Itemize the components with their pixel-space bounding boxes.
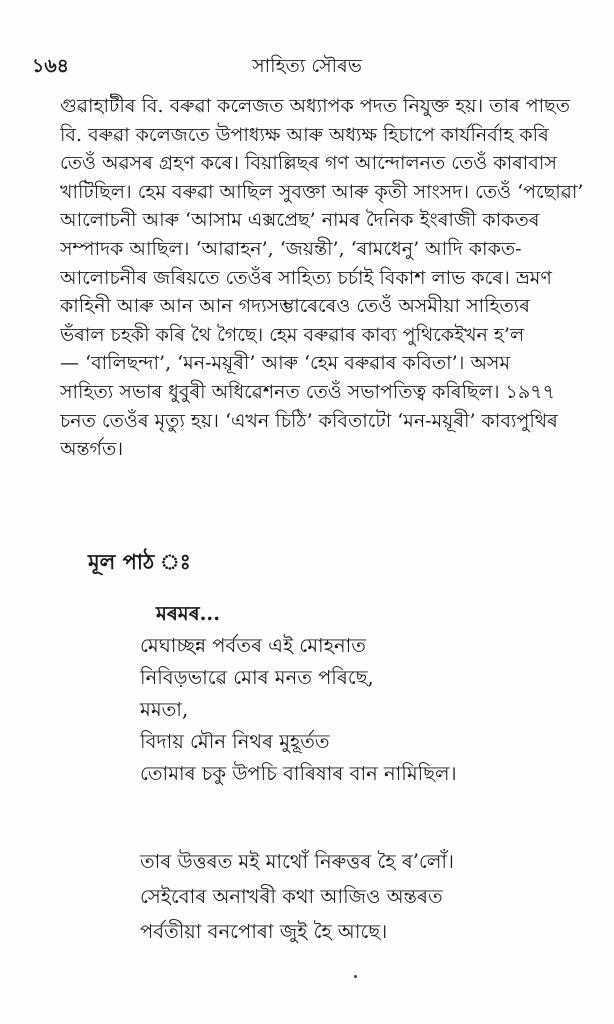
paragraph-line: বি. বৰুৱা কলেজতে উপাধ্যক্ষ আৰু অধ্যক্ষ হিচাপে কাৰ্যনিৰ্বাহ কৰি <box>60 123 549 146</box>
paragraph-line: আলোচনীৰ জৰিয়তে তেওঁৰ সাহিত্য চৰ্চাই বিকাশ লাভ কৰে। ভ্ৰমণ <box>60 266 552 289</box>
paragraph-line: সাহিত্য সভাৰ ধুবুৰী অধিৱেশনত তেওঁ সভাপতিত্ব কৰিছিল। ১৯৭৭ <box>60 380 555 403</box>
paragraph-line: — ‘বালিছন্দা’, ‘মন-ময়ূৰী’ আৰু ‘হেম বৰুৱাৰ কবিতা’। অসম <box>60 352 511 375</box>
poem-stanza <box>140 844 580 949</box>
paragraph-line: আলোচনী আৰু ‘আসাম এক্সপ্ৰেছ’ নামৰ দৈনিক ইংৰাজী কাকতৰ <box>60 209 540 232</box>
running-title: সাহিত্য সৌৰভ <box>252 55 362 77</box>
poem-line: মেঘাচ্ছন্ন পৰ্বতৰ এই মোহনাত <box>140 634 366 657</box>
paragraph-line: অন্তৰ্গত। <box>60 438 124 461</box>
poem-line: মমতা, <box>140 698 189 721</box>
paragraph-line: কাহিনী আৰু আন আন গদ্যসম্ভাৰেৰেও তেওঁ অসমীয়া সাহিত্যৰ <box>60 295 531 318</box>
section-heading: মূল পাঠ ঃ <box>88 549 191 574</box>
print-speck <box>354 975 357 978</box>
page-number: ১৬৪ <box>32 55 70 77</box>
poem-line: নিবিড়ভাৱে মোৰ মনত পৰিছে, <box>140 666 374 689</box>
biography-paragraph <box>60 92 592 464</box>
paragraph-line: খাটিছিল। হেম বৰুৱা আছিল সুবক্তা আৰু কৃতী সাংসদ। তেওঁ ‘পছোৱা’ <box>60 180 584 203</box>
paragraph-line: ভঁৰাল চহকী কৰি থৈ গৈছে। হেম বৰুৱাৰ কাব্য পুথিকেইখন হ’ল <box>60 323 525 346</box>
poem-stanza <box>140 598 580 790</box>
page-header <box>30 52 584 82</box>
poem-line: তোমাৰ চকু উপচি বাৰিষাৰ বান নামিছিল। <box>140 762 457 785</box>
paragraph-line: সম্পাদক আছিল। ‘আৱাহন’, ‘জয়ন্তী’, ‘ৰামধেনু’ আদি কাকত- <box>60 237 522 260</box>
poem-line: বিদায় মৌন নিথৰ মুহূৰ্তত <box>140 730 330 753</box>
poem-line: পৰ্বতীয়া বনপোৰা জুই হৈ আছে। <box>140 920 388 943</box>
poem-line: মৰমৰ... <box>156 602 220 625</box>
paragraph-line: গুৱাহাটীৰ বি. বৰুৱা কলেজত অধ্যাপক পদত নিযুক্ত হয়। তাৰ পাছত <box>60 95 570 117</box>
poem-line: সেইবোৰ অনাখৰী কথা আজিও অন্তৰত <box>140 885 443 908</box>
poem-line: তাৰ উত্তৰত মই মাথোঁ নিৰুত্তৰ হৈ ৰ’লোঁ। <box>140 850 454 873</box>
paragraph-line: তেওঁ অৱসৰ গ্ৰহণ কৰে। বিয়াল্লিছৰ গণ আন্দোলনত তেওঁ কাৰাবাস <box>60 152 557 175</box>
paragraph-line: চনত তেওঁৰ মৃত্যু হয়। ‘এখন চিঠি’ কবিতাটো ‘মন-ময়ূৰী’ কাব্যপুথিৰ <box>60 409 558 432</box>
